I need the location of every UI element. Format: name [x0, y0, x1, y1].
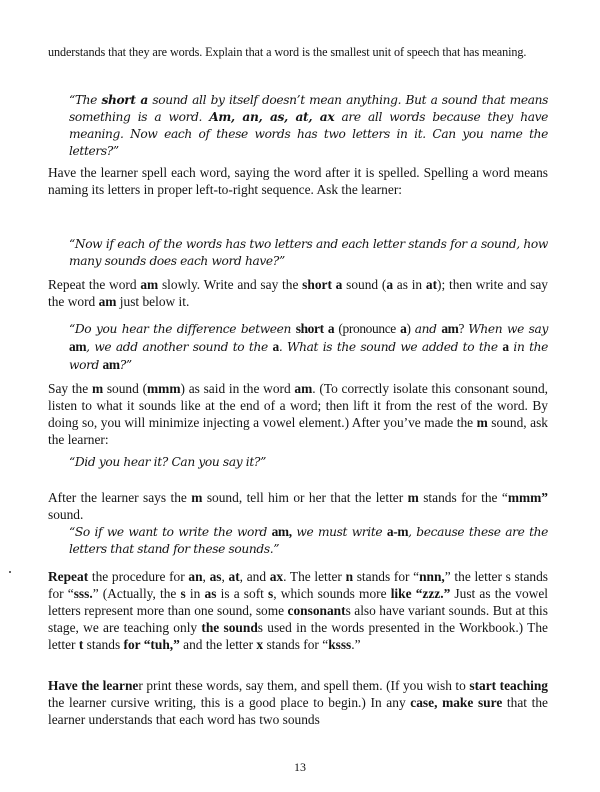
text-run: ,: [202, 569, 210, 584]
text-run: stands for “: [263, 637, 329, 652]
text-run: s used in the words presented in the Workbook.) The letter: [48, 620, 548, 652]
bold-text: am: [102, 357, 120, 372]
bold-text: m: [407, 490, 419, 505]
text-run: ); then write and say the word: [48, 277, 548, 309]
text-run: “Do you hear the difference between: [69, 322, 296, 336]
bold-text: an: [188, 569, 203, 584]
bold-text: am: [441, 321, 459, 336]
text-run: ): [406, 321, 415, 336]
text-run: , which sounds more: [273, 586, 391, 601]
bold-text: m: [476, 415, 488, 430]
bold-text: case, make sure: [410, 695, 503, 710]
text-run: is a soft: [216, 586, 269, 601]
bold-text: Am, an, as, at, ax: [209, 110, 335, 124]
bold-text: as: [204, 586, 217, 601]
text-run: are all words because they have meaning. Now each of these words has two letters in it. Can you name the letters?”: [69, 110, 549, 158]
bold-text: mmm”: [507, 490, 548, 505]
text-run: we must write: [291, 525, 387, 539]
bold-text: a: [400, 321, 407, 336]
text-run: s also have variant sounds. But at this stage, we are teaching only: [48, 603, 548, 635]
text-run: ,: [221, 569, 229, 584]
bold-text: sss.: [73, 586, 93, 601]
text-run: , we add another sound to the: [86, 340, 273, 354]
text-run: in the word: [69, 340, 548, 372]
text-run: ” (Actually, the: [92, 586, 181, 601]
text-run: stands for the “: [418, 490, 508, 505]
text-run: understands that they are words. Explain that a word is the smallest unit of speech that has meaning.: [48, 45, 527, 59]
text-run: . (To correctly isolate this consonant sound, listen to what it sounds like at the end of a word; then lift it from the rest of the word. By doing so, you will minimize injecting a vowel element.) After you’ve made the: [48, 381, 548, 430]
bold-text: m: [191, 490, 203, 505]
text-run: and the letter: [179, 637, 257, 652]
bold-text: t: [78, 637, 84, 652]
bold-text: for “tuh,”: [123, 637, 180, 652]
text-run: “Did you hear it? Can you say it?”: [69, 455, 266, 469]
text-run: ) as said in the word: [180, 381, 295, 396]
bold-text: am: [140, 277, 159, 292]
text-run: in: [185, 586, 205, 601]
text-run: After the learner says the: [48, 490, 192, 505]
text-run: the learner cursive writing, this is a good place to begin.) In any: [48, 695, 411, 710]
bold-text: short a: [295, 321, 335, 336]
text-run: sound, ask the learner:: [48, 415, 548, 447]
text-run: “Now if each of the words has two letters and each letter stands for a sound, how many sounds does each word have?”: [69, 237, 548, 268]
bold-text: start teaching: [469, 678, 548, 693]
paragraph-letter-m: [48, 489, 548, 523]
text-run: ?: [458, 321, 469, 336]
text-run: . What is the sound we added to the: [278, 340, 503, 354]
text-run: stands for “: [353, 569, 420, 584]
bold-text: short a: [101, 93, 148, 107]
text-run: sound, tell him or her that the letter: [202, 490, 408, 505]
paragraph-repeat-am: [48, 276, 548, 310]
text-run: Say the: [48, 381, 92, 396]
bold-text: the sound: [201, 620, 258, 635]
bold-text: s: [180, 586, 186, 601]
text-run: “The: [69, 93, 102, 107]
bold-text: ksss: [328, 637, 352, 652]
text-run: sound.: [48, 507, 84, 522]
text-run: ?”: [119, 358, 132, 372]
paragraph-repeat-procedure: [48, 568, 548, 653]
text-run: as in: [393, 277, 426, 292]
bold-text: a: [502, 339, 509, 354]
quote-did-you-hear: [69, 454, 548, 471]
text-run: ” the letter s stands for “: [48, 569, 548, 601]
bold-text: Repeat: [48, 569, 89, 584]
text-run: Just as the vowel letters represent more than one sound, some: [48, 586, 548, 618]
text-run: .”: [351, 637, 361, 652]
bold-text: x: [256, 637, 264, 652]
bold-text: at: [228, 569, 240, 584]
bold-text: m: [91, 381, 104, 396]
paragraph-m-sound: [48, 380, 548, 448]
text-run: stands: [83, 637, 124, 652]
bold-text: a: [272, 339, 279, 354]
quote-how-many-sounds: [69, 236, 548, 270]
quote-write-am: [69, 523, 548, 558]
text-run: (pronounce: [334, 321, 401, 336]
bold-text: ax: [269, 569, 284, 584]
text-run: “So if we want to write the word: [69, 525, 272, 539]
bold-text: am: [294, 381, 313, 396]
paragraph-print-words: [48, 677, 548, 728]
scan-speck: [9, 571, 11, 573]
page-number: 13: [294, 760, 306, 774]
quote-short-a: [69, 92, 548, 160]
text-run: sound all by itself doesn’t mean anything. But a sound that means something is a word.: [69, 93, 549, 124]
text-run: the procedure for: [88, 569, 189, 584]
text-run: Have the learner spell each word, saying the word after it is spelled. Spelling a word means naming its letters in proper left-to-right sequence. Ask the learner:: [48, 165, 548, 197]
paragraph-intro: [48, 45, 548, 60]
bold-text: like “zzz.”: [390, 586, 451, 601]
quote-hear-difference: [69, 320, 548, 374]
paragraph-spell-words: [48, 164, 548, 198]
text-run: . The letter: [283, 569, 346, 584]
text-run: Repeat the word: [48, 277, 141, 292]
text-run: and: [414, 322, 442, 336]
bold-text: at: [425, 277, 438, 292]
bold-text: nnn,: [419, 569, 445, 584]
bold-text: s: [268, 586, 274, 601]
text-run: , because these are the letters that stand for these sounds.”: [69, 525, 548, 556]
bold-text: consonant: [287, 603, 346, 618]
bold-text: am: [98, 294, 117, 309]
bold-text: short a: [302, 277, 343, 292]
bold-text: am,: [271, 524, 292, 539]
text-run: just below it.: [116, 294, 190, 309]
text-run: that the learner understands that each word has two sounds: [48, 695, 549, 727]
text-run: sound (: [342, 277, 387, 292]
bold-text: a: [386, 277, 394, 292]
text-run: , and: [239, 569, 270, 584]
text-run: r print these words, say them, and spell them. (If you wish to: [138, 678, 470, 693]
text-run: slowly. Write and say the: [158, 277, 303, 292]
bold-text: Have the learne: [48, 678, 139, 693]
bold-text: as: [209, 569, 222, 584]
bold-text: am: [69, 339, 87, 354]
text-run: When we say: [468, 322, 548, 336]
bold-text: n: [345, 569, 354, 584]
bold-text: a-m: [386, 524, 409, 539]
bold-text: mmm: [147, 381, 181, 396]
text-run: sound (: [103, 381, 148, 396]
